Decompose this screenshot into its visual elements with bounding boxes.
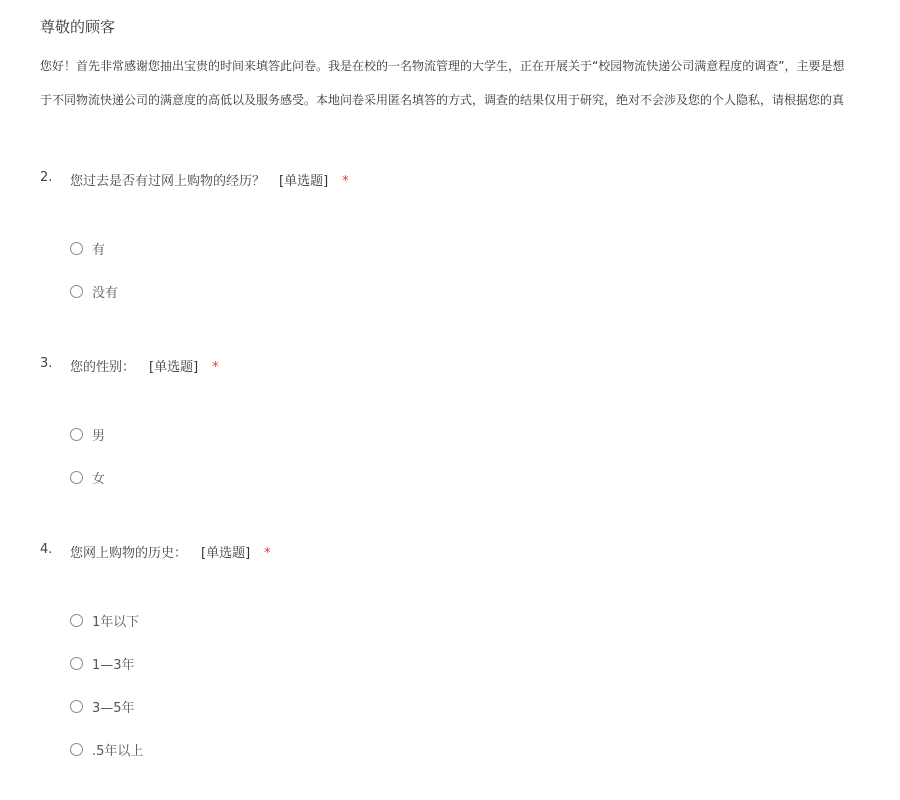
option-3-to-5-years[interactable]	[70, 696, 135, 716]
question-number: 3.	[40, 356, 53, 371]
question-text-wrap	[70, 542, 271, 561]
survey-title: 尊敬的顾客	[40, 18, 116, 36]
radio-button-icon[interactable]	[70, 285, 83, 298]
intro-text-line-1: 您好！首先非常感谢您抽出宝贵的时间来填答此问卷。我是在校的一名物流管理的大学生，正在开展关于“校园物流快递公司满意程度的调查”，主要是想	[40, 59, 845, 73]
radio-button-icon[interactable]	[70, 700, 83, 713]
question-text-wrap	[70, 356, 219, 375]
option-under-1-year[interactable]	[70, 610, 139, 630]
radio-button-icon[interactable]	[70, 657, 83, 670]
question-type-label: [单选题]	[149, 360, 199, 375]
question-header	[40, 170, 900, 190]
option-label: 男	[92, 428, 106, 444]
question-number: 2.	[40, 170, 53, 185]
option-label: 3—5年	[92, 700, 135, 716]
radio-button-icon[interactable]	[70, 743, 83, 756]
option-1-to-3-years[interactable]	[70, 653, 135, 673]
question-text: 您过去是否有过网上购物的经历？	[70, 174, 266, 189]
question-number: 4.	[40, 542, 53, 557]
option-label: 1年以下	[92, 614, 140, 630]
radio-button-icon[interactable]	[70, 614, 83, 627]
question-header	[40, 542, 900, 562]
question-4	[40, 542, 900, 759]
radio-button-icon[interactable]	[70, 242, 83, 255]
option-female[interactable]	[70, 467, 105, 487]
option-label: .5年以上	[92, 743, 144, 759]
question-2	[40, 170, 900, 301]
required-asterisk: *	[342, 174, 349, 189]
option-you[interactable]	[70, 238, 105, 258]
question-type-label: [单选题]	[201, 546, 251, 561]
intro-text-line-2: 于不同物流快递公司的满意度的高低以及服务感受。本地问卷采用匿名填答的方式，调查的结果仅用于研究，绝对不会涉及您的个人隐私，请根据您的真	[40, 93, 845, 107]
question-header	[40, 356, 900, 376]
option-label: 有	[92, 242, 106, 258]
option-over-5-years[interactable]	[70, 739, 143, 759]
question-text-wrap	[70, 170, 349, 189]
question-3	[40, 356, 900, 487]
radio-button-icon[interactable]	[70, 471, 83, 484]
option-label: 女	[92, 471, 106, 487]
option-male[interactable]	[70, 424, 105, 444]
question-text: 您的性别：	[70, 360, 136, 375]
required-asterisk: *	[264, 546, 271, 561]
option-label: 没有	[92, 285, 119, 301]
option-label: 1—3年	[92, 657, 135, 673]
radio-button-icon[interactable]	[70, 428, 83, 441]
question-text: 您网上购物的历史：	[70, 546, 188, 561]
required-asterisk: *	[212, 360, 219, 375]
question-type-label: [单选题]	[279, 174, 329, 189]
option-meiyou[interactable]	[70, 281, 118, 301]
